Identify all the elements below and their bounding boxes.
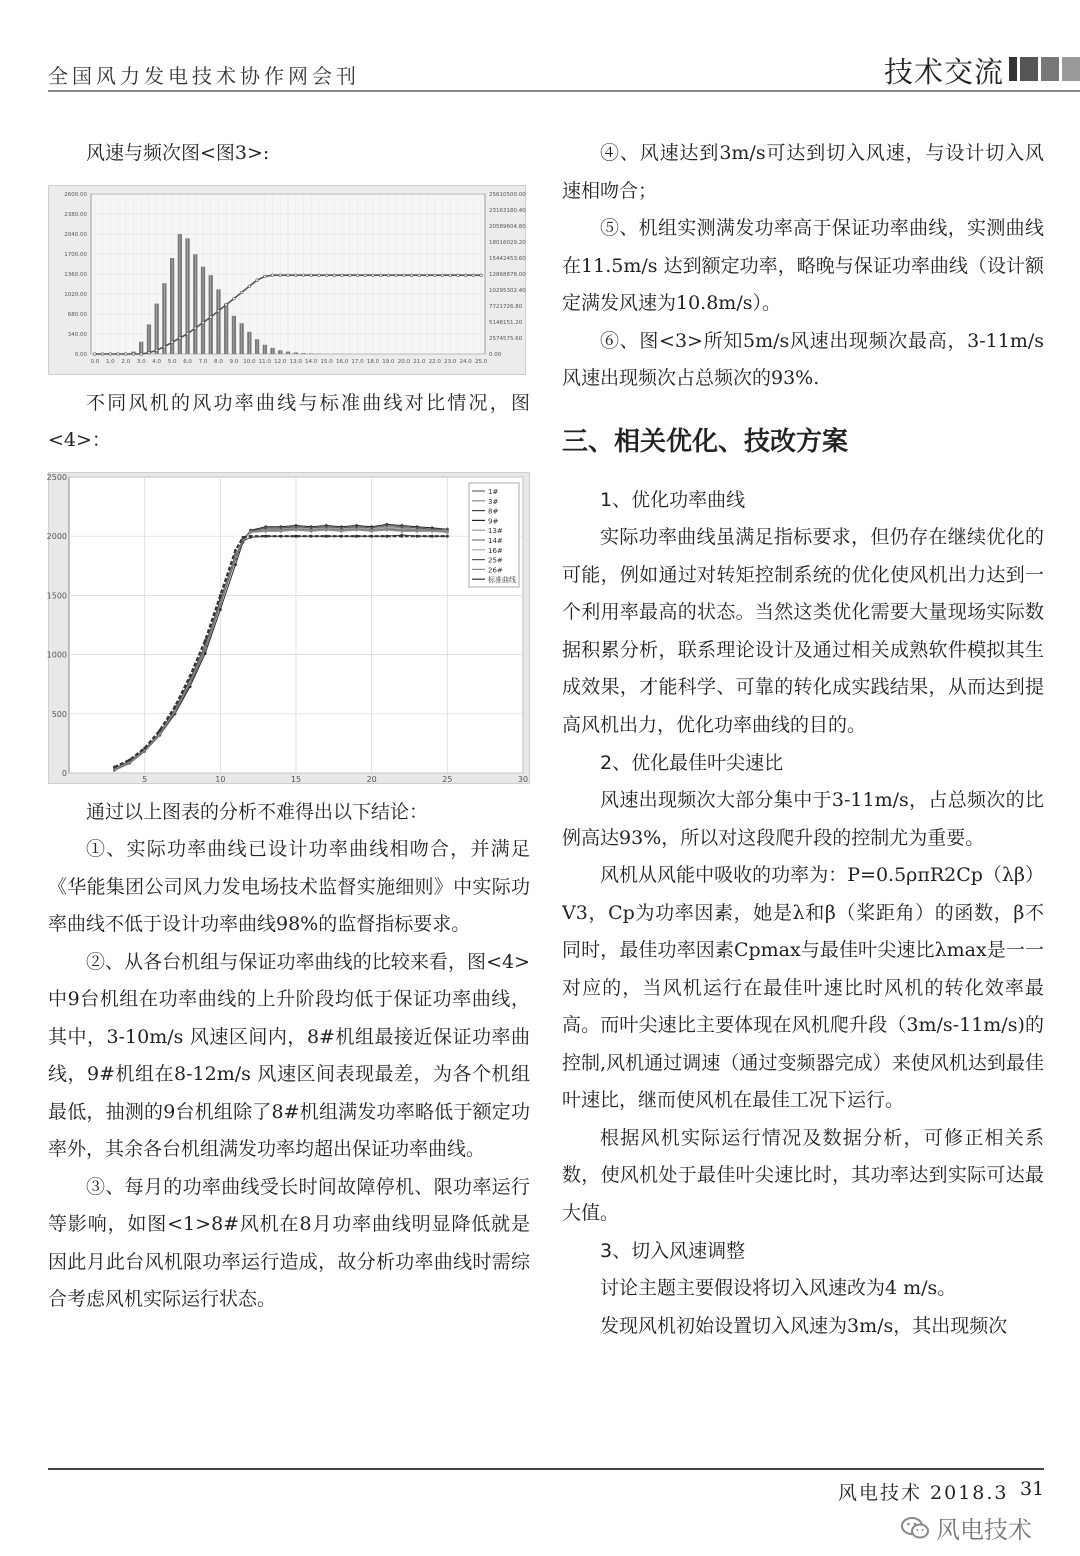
cumulative-point — [271, 273, 274, 276]
y-tick-label: 2000 — [46, 531, 67, 541]
series-point — [355, 525, 358, 528]
section-heading: 三、相关优化、技改方案 — [562, 426, 849, 457]
y-right-tick-label: 25610500.00 — [489, 191, 526, 198]
series-point — [431, 529, 434, 532]
y-tick-label: 1000 — [46, 650, 67, 660]
wind-frequency-chart — [49, 186, 525, 374]
series-point — [204, 638, 207, 641]
series-point — [189, 674, 192, 677]
series-point — [174, 705, 177, 708]
x-tick-label: 19.0 — [382, 358, 395, 365]
series-point — [340, 526, 343, 529]
series-point — [310, 529, 313, 532]
legend-label: 26# — [488, 565, 503, 574]
series-point — [189, 681, 192, 684]
y-left-tick-label: 680.00 — [67, 311, 87, 318]
x-tick-label: 15 — [290, 774, 302, 784]
x-tick-label: 10 — [215, 774, 226, 784]
cumulative-point — [202, 321, 205, 324]
x-tick-label: 12.0 — [274, 358, 287, 365]
cumulative-point — [124, 352, 127, 355]
series-point — [279, 526, 282, 529]
cumulative-point — [248, 285, 251, 288]
cumulative-point — [379, 273, 382, 276]
series-point — [340, 534, 343, 537]
x-tick-label: 5 — [142, 774, 148, 784]
cumulative-point — [310, 273, 313, 276]
series-point — [143, 746, 146, 749]
legend-label: 8# — [488, 507, 499, 516]
figure4-chart — [48, 472, 530, 784]
legend-label: 14# — [488, 536, 503, 545]
y-right-tick-label: 10295302.40 — [489, 287, 526, 294]
subsection-3-heading: 3、切入风速调整 — [600, 1240, 746, 1262]
subsection-2-paragraph-3: 根据风机实际运行情况及数据分析，可修正相关系数，使风机处于最佳叶尖速比时，其功率达到实际可达最大值。 — [562, 1126, 1044, 1224]
series-point — [113, 765, 116, 768]
x-tick-label: 2.0 — [121, 358, 131, 365]
series-point — [355, 528, 358, 531]
subsection-3-paragraph-1: 讨论主题主要假设将切入风速改为4 m/s。 — [600, 1277, 957, 1299]
series-point — [446, 530, 449, 533]
cumulative-point — [287, 273, 290, 276]
y-left-tick-label: 2600.00 — [64, 191, 87, 198]
header-decoration — [1009, 57, 1080, 81]
x-tick-label: 5.0 — [167, 358, 177, 365]
x-tick-label: 10.0 — [243, 358, 256, 365]
x-tick-label: 17.0 — [351, 358, 364, 365]
x-tick-label: 16.0 — [335, 358, 349, 365]
series-point — [279, 534, 282, 537]
y-left-tick-label: 340.00 — [67, 331, 87, 338]
cumulative-point — [279, 273, 282, 276]
legend-label: 3# — [488, 497, 499, 506]
y-left-tick-label: 0.00 — [74, 351, 87, 358]
cumulative-point — [441, 273, 444, 276]
x-tick-label: 3.0 — [136, 358, 146, 365]
y-tick-label: 1500 — [46, 590, 67, 600]
conclusion-1: ①、实际功率曲线已设计功率曲线相吻合，并满足《华能集团公司风力发电场技术监督实施细则》中实际功率曲线不低于设计功率曲线98%的监督指标要求。 — [48, 838, 530, 935]
x-tick-label: 1.0 — [105, 358, 115, 365]
subsection-2-heading: 2、优化最佳叶尖速比 — [600, 752, 784, 774]
cumulative-point — [294, 273, 297, 276]
conclusion-4: ④、风速达到3m/s可达到切入风速，与设计切入风速相吻合； — [562, 142, 1044, 202]
cumulative-point — [426, 273, 429, 276]
y-left-tick-label: 1700.00 — [64, 251, 87, 258]
series-point — [204, 646, 207, 649]
legend-label: 标准曲线 — [488, 575, 516, 584]
cumulative-point — [94, 352, 97, 355]
legend-label: 13# — [488, 526, 503, 535]
cumulative-point — [171, 341, 174, 344]
x-tick-label: 25.0 — [475, 358, 488, 365]
cumulative-point — [457, 273, 460, 276]
cumulative-point — [395, 273, 398, 276]
left-column — [48, 135, 530, 1319]
series-point — [416, 534, 419, 537]
journal-header-title: 全国风力发电技术协作网会刊 — [48, 64, 360, 88]
y-right-tick-label: 7721726.80 — [489, 303, 523, 310]
series-point — [446, 534, 449, 537]
x-tick-label: 11.0 — [258, 358, 271, 365]
series-point — [264, 526, 267, 529]
cumulative-point — [217, 309, 220, 312]
subsection-1-paragraph: 实际功率曲线虽满足指标要求，但仍存在继续优化的可能，例如通过对转矩控制系统的优化使风机出力达到一个利用率最高的状态。当然这类优化需要大量现场实际数据积累分析，联系理论设计及通过相关成熟软件模拟其生成效果，才能科学、可靠的转化成实践结果，从而达到提高风机出力，优化功率曲线的目的。 — [562, 526, 1044, 736]
right-column — [562, 135, 1044, 1345]
cumulative-point — [117, 352, 120, 355]
power-curve-chart — [46, 472, 529, 784]
y-right-tick-label: 20589604.80 — [489, 223, 526, 230]
section-header-title: 技术交流 — [883, 55, 1004, 89]
x-tick-label: 25 — [442, 774, 453, 784]
series-point — [416, 526, 419, 529]
series-point — [249, 534, 252, 537]
subsection-1-heading: 1、优化功率曲线 — [600, 489, 746, 511]
series-point — [385, 524, 388, 527]
x-tick-label: 21.0 — [413, 358, 426, 365]
figure3-chart — [48, 185, 526, 375]
cumulative-point — [163, 345, 166, 348]
series-point — [158, 728, 161, 731]
cumulative-point — [132, 352, 135, 355]
legend-label: 16# — [488, 546, 503, 555]
series-point — [128, 758, 131, 761]
x-tick-label: 7.0 — [198, 358, 208, 365]
y-right-tick-label: 0.00 — [489, 351, 502, 358]
x-tick-label: 4.0 — [152, 358, 162, 365]
subsection-2-paragraph-2: 风机从风能中吸收的功率为：P=0.5ρπR2Cp（λβ）V3，Cp为功率因素，她是λ和β（桨距角）的函数，β不同时，最佳功率因素Cpmax与最佳叶尖速比λmax是一一对应的，当风机运行在最佳叶速比时风机的转化效率最高。而叶尖速比主要体现在风机爬升段（3m/s-11m/s)的控制,风机通过调速（通过变频器完成）来使风机达到最佳叶速比，继而使风机在最佳工况下运行。 — [562, 864, 1044, 1111]
cumulative-point — [480, 273, 483, 276]
conclusion-3: ③、每月的功率曲线受长时间故障停机、限功率运行等影响，如图<1>8#风机在8月功率曲线明显降低就是因此月此台风机限功率运行造成，故分析功率曲线时需综合考虑风机实际运行状态。 — [48, 1175, 530, 1310]
y-right-tick-label: 23163180.40 — [489, 207, 526, 214]
x-tick-label: 18.0 — [366, 358, 380, 365]
cumulative-point — [325, 273, 328, 276]
wechat-icon — [900, 1516, 930, 1540]
x-tick-label: 20.0 — [397, 358, 411, 365]
conclusion-intro: 通过以上图表的分析不难得出以下结论： — [86, 800, 429, 823]
x-tick-label: 6.0 — [183, 358, 192, 365]
cumulative-point — [240, 291, 243, 294]
series-point — [340, 529, 343, 532]
cumulative-point — [403, 273, 406, 276]
cumulative-point — [140, 352, 143, 355]
x-tick-label: 9.0 — [229, 358, 239, 365]
y-right-tick-label: 15442453.60 — [489, 255, 526, 262]
series-point — [295, 528, 298, 531]
y-tick-label: 0 — [61, 768, 67, 778]
series-point — [174, 709, 177, 712]
series-point — [370, 534, 373, 537]
cumulative-point — [433, 273, 436, 276]
header-divider — [48, 90, 1080, 92]
cumulative-point — [256, 278, 259, 281]
x-tick-label: 8.0 — [214, 358, 223, 365]
series-point — [325, 534, 328, 537]
cumulative-point — [318, 273, 321, 276]
cumulative-point — [387, 273, 390, 276]
y-right-tick-label: 18016029.20 — [489, 239, 526, 246]
series-point — [401, 529, 404, 532]
series-point — [279, 529, 282, 532]
cumulative-point — [372, 273, 375, 276]
series-point — [264, 529, 267, 532]
x-tick-label: 15.0 — [320, 358, 333, 365]
y-left-tick-label: 1360.00 — [64, 271, 87, 278]
figure3-caption: 风速与频次图<图3>: — [86, 142, 270, 164]
y-tick-label: 500 — [51, 709, 67, 719]
cumulative-point — [356, 273, 359, 276]
cumulative-point — [410, 273, 413, 276]
series-point — [325, 528, 328, 531]
cumulative-point — [333, 273, 336, 276]
y-right-tick-label: 2574575.60 — [489, 335, 523, 342]
series-point — [355, 534, 358, 537]
conclusion-6: ⑥、图<3>所知5m/s风速出现频次最高，3-11m/s风速出现频次占总频次的93%. — [562, 329, 1044, 389]
cumulative-point — [209, 315, 212, 318]
series-point — [385, 528, 388, 531]
series-point — [401, 525, 404, 528]
x-tick-label: 24.0 — [459, 358, 472, 365]
cumulative-point — [264, 275, 267, 278]
page-number: 31 — [1020, 1478, 1045, 1500]
watermark — [900, 1510, 1032, 1545]
x-tick-label: 30 — [517, 774, 529, 784]
series-point — [295, 534, 298, 537]
subsection-2-paragraph-1: 风速出现频次大部分集中于3-11m/s，占总频次的比例高达93%，所以对这段爬升段的控制尤为重要。 — [562, 789, 1044, 849]
figure4-caption: 不同风机的风功率曲线与标准曲线对比情况，图<4>： — [48, 391, 530, 451]
series-point — [242, 535, 245, 538]
x-tick-label: 14.0 — [305, 358, 318, 365]
series-point — [370, 529, 373, 532]
cumulative-point — [233, 297, 236, 300]
cumulative-point — [349, 273, 352, 276]
series-point — [219, 594, 222, 597]
series-point — [264, 534, 267, 537]
watermark-text: 风电技术 — [936, 1516, 1032, 1544]
y-left-tick-label: 2040.00 — [64, 231, 87, 238]
x-tick-label: 22.0 — [428, 358, 441, 365]
x-tick-label: 20 — [366, 774, 377, 784]
cumulative-point — [225, 303, 228, 306]
series-point — [295, 525, 298, 528]
x-tick-label: 23.0 — [444, 358, 457, 365]
x-tick-label: 0.0 — [90, 358, 100, 365]
y-right-tick-label: 12868878.00 — [489, 271, 526, 278]
x-tick-label: 13.0 — [289, 358, 302, 365]
cumulative-point — [364, 273, 367, 276]
series-point — [446, 527, 449, 530]
series-point — [401, 534, 404, 537]
cumulative-point — [302, 273, 305, 276]
cumulative-point — [341, 273, 344, 276]
y-left-tick-label: 1020.00 — [64, 291, 87, 298]
cumulative-point — [179, 336, 182, 339]
cumulative-point — [464, 273, 467, 276]
series-point — [385, 534, 388, 537]
y-right-tick-label: 5148151.20 — [489, 319, 523, 326]
cumulative-point — [101, 352, 104, 355]
footer-journal: 风电技术 2018.3 — [838, 1482, 1009, 1504]
cumulative-point — [148, 351, 151, 354]
series-point — [325, 525, 328, 528]
legend-label: 1# — [488, 487, 499, 496]
conclusion-2: ②、从各台机组与保证功率曲线的比较来看，图<4>中9台机组在功率曲线的上升阶段均低于保证功率曲线，其中，3-10m/s 风速区间内，8#机组最接近保证功率曲线，9#机组在8-12m/s 风速区间表现最差，为各个机组最低，抽测的9台机组除了8#机组满发功率略低于额定功率外，其余各台机组满发功率均超出保证功率曲线。 — [48, 950, 530, 1160]
cumulative-point — [418, 273, 421, 276]
cumulative-point — [155, 349, 158, 352]
series-point — [249, 530, 252, 533]
cumulative-point — [194, 326, 197, 329]
series-point — [310, 534, 313, 537]
cumulative-point — [449, 273, 452, 276]
series-point — [370, 526, 373, 529]
series-point — [219, 601, 222, 604]
legend-label: 9# — [488, 516, 499, 525]
cumulative-point — [472, 273, 475, 276]
legend-label: 25# — [488, 556, 503, 565]
series-point — [310, 526, 313, 529]
subsection-3-paragraph-2: 发现风机初始设置切入风速为3m/s，其出现频次 — [600, 1314, 1008, 1337]
y-tick-label: 2500 — [46, 472, 67, 482]
conclusion-5: ⑤、机组实测满发功率高于保证功率曲线，实测曲线在11.5m/s 达到额定功率，略晚与保证功率曲线（设计额定满发风速为10.8m/s）。 — [562, 217, 1044, 314]
series-point — [431, 534, 434, 537]
cumulative-point — [186, 332, 189, 335]
series-point — [234, 549, 237, 552]
y-left-tick-label: 2380.00 — [64, 211, 87, 218]
cumulative-point — [109, 352, 112, 355]
series-point — [416, 529, 419, 532]
footer-divider — [48, 1468, 1044, 1470]
